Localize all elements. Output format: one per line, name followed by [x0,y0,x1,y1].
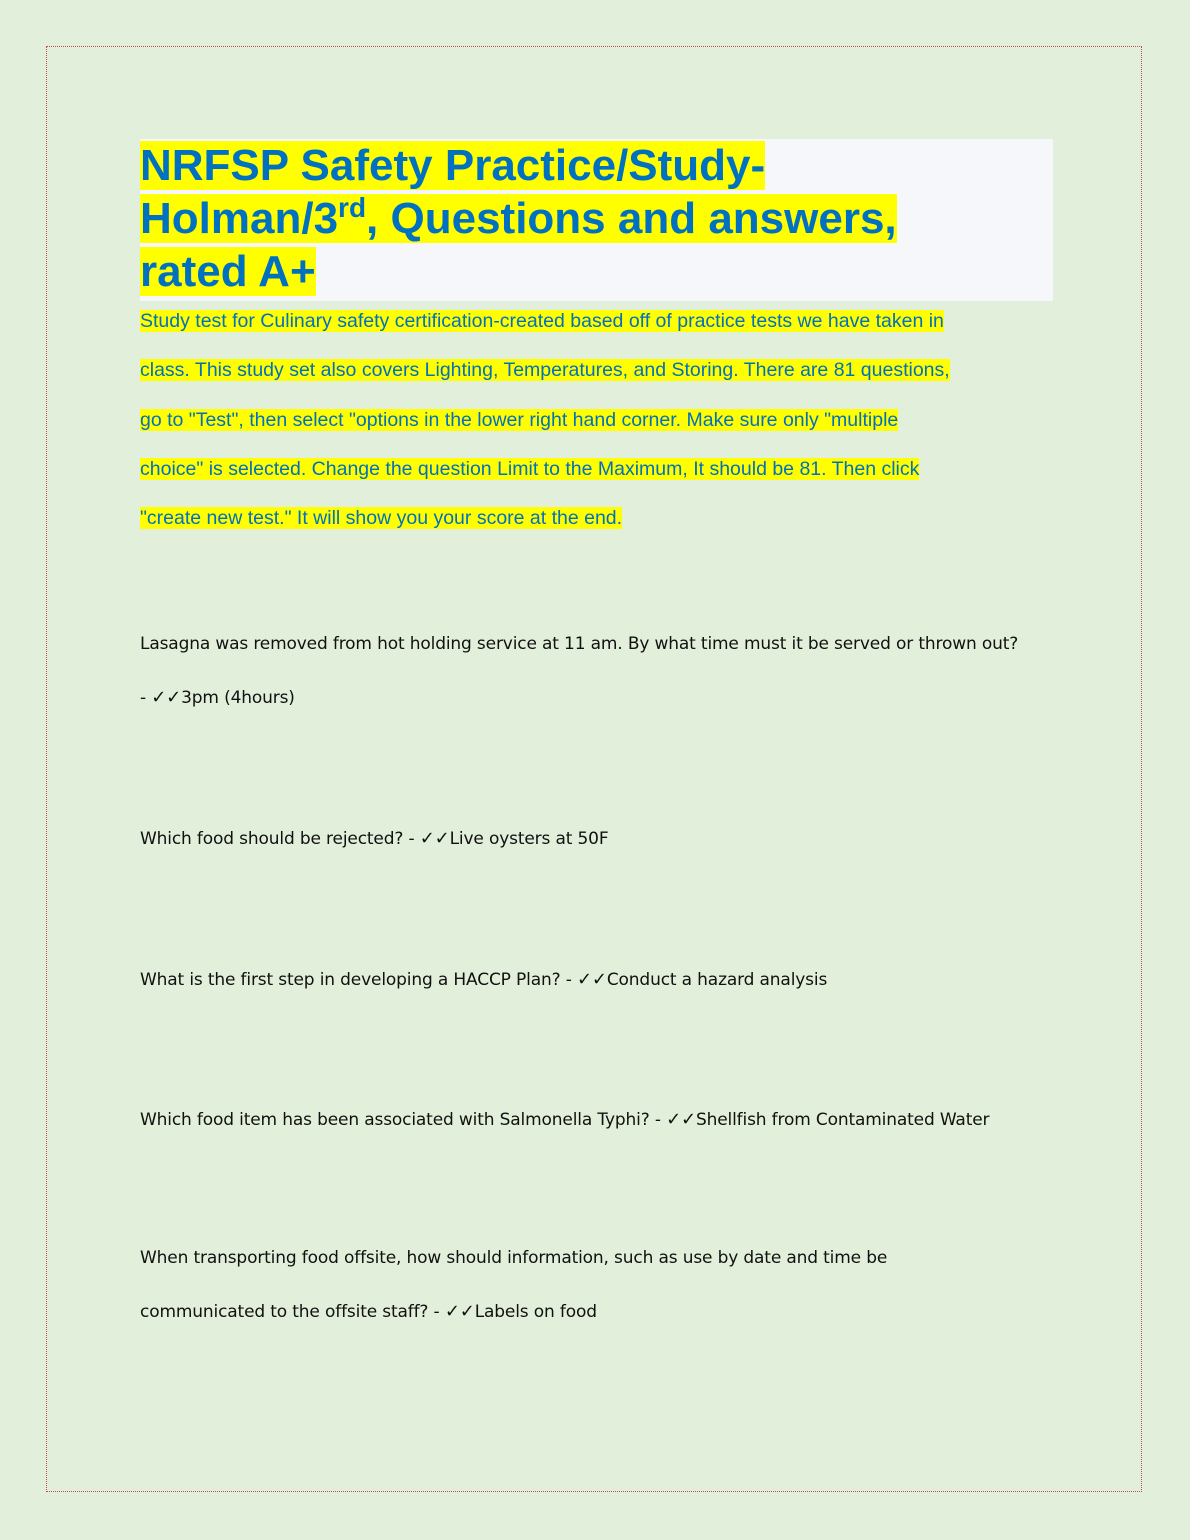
question-text: Lasagna was removed from hot holding service at 11 am. By what time must it be served or thrown out? [140,634,1019,654]
title-line-2 [140,194,897,243]
qa-item-1 [140,617,1060,725]
question-text-cont: communicated to the offsite staff? - [140,1302,445,1322]
answer-text: Live oysters at 50F [449,829,609,849]
answer-text: Conduct a hazard analysis [606,970,828,990]
intro-line-5: "create new test." It will show you your score at the end. [140,507,623,530]
question-text: When transporting food offsite, how should information, such as use by date and time be [140,1248,888,1268]
qa-item-3 [140,953,1060,1007]
intro-line-3: go to "Test", then select "options in the lower right hand corner. Make sure only "multiple [140,408,899,431]
intro-line-4: choice" is selected. Change the question Limit to the Maximum, It should be 81. Then click [140,457,920,480]
intro-line-2: class. This study set also covers Lighting, Temperatures, and Storing. There are 81 questions, [140,359,950,382]
question-text: Which food item has been associated with Salmonella Typhi? - [140,1110,667,1130]
answer-text: Labels on food [474,1302,597,1322]
answer-text: Shellfish from Contaminated Water [695,1110,990,1130]
document-title [140,139,1040,298]
title-line-1: NRFSP Safety Practice/Study- [140,141,766,190]
title-holman: Holman/3 [140,194,339,243]
check-icon: ✓✓ [666,1109,696,1130]
question-text: What is the first step in developing a HACCP Plan? - [140,970,577,990]
question-text: Which food should be rejected? - [140,829,420,849]
intro-paragraph [140,297,1040,543]
check-icon: ✓✓ [419,828,450,849]
title-questions: , Questions and answers, [366,194,897,243]
check-icon: ✓✓ [576,969,607,990]
title-superscript: rd [338,192,367,223]
check-icon: ✓✓ [444,1301,475,1322]
answer-prefix: - [140,688,152,708]
title-line-3: rated A+ [140,247,316,296]
intro-line-1: Study test for Culinary safety certification-created based off of practice tests we have taken in [140,310,944,332]
qa-item-2 [140,812,1060,866]
answer-text: 3pm (4hours) [181,688,295,708]
qa-item-5 [140,1231,1060,1339]
qa-item-4 [140,1093,1060,1147]
check-icon: ✓✓ [151,687,182,708]
